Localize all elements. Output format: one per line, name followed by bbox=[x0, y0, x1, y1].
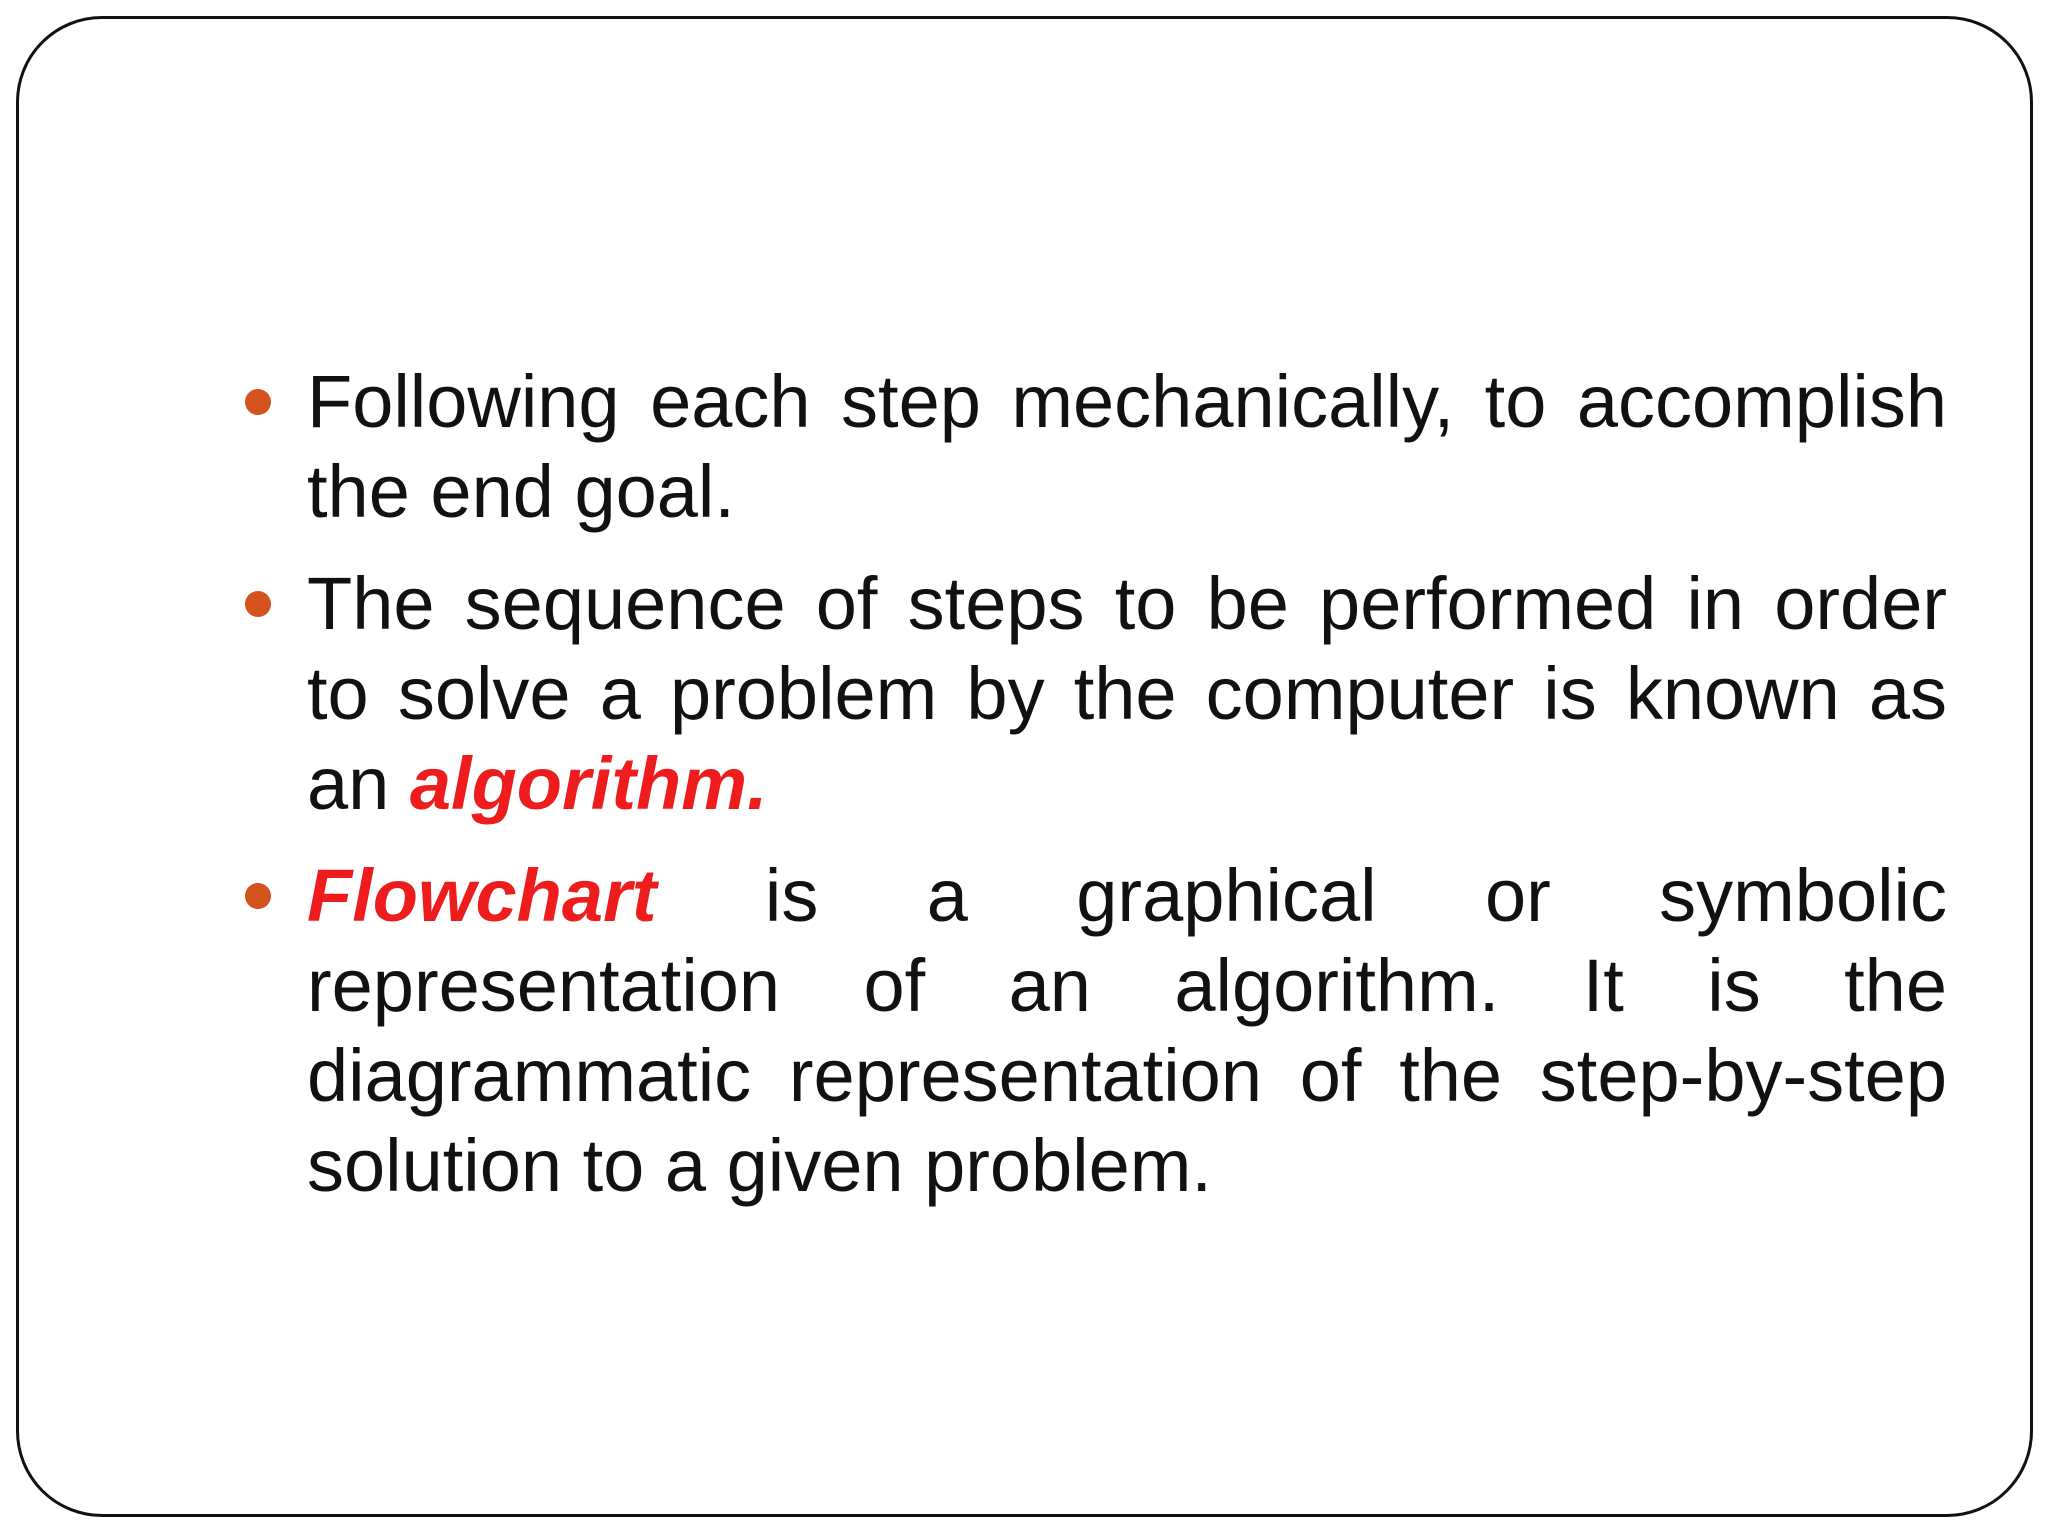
emphasis-flowchart: Flowchart bbox=[307, 854, 657, 937]
emphasis-algorithm: algorithm. bbox=[409, 742, 768, 825]
bullet-dot-icon bbox=[245, 591, 271, 617]
bullet-list bbox=[307, 357, 1947, 1233]
bullet-text: The sequence of steps to be performed in order to solve a problem by the computer is known as an bbox=[307, 562, 1947, 825]
slide-frame bbox=[16, 16, 2033, 1517]
bullet-text: Following each step mechanically, to accomplish the end goal. bbox=[307, 360, 1947, 533]
bullet-dot-icon bbox=[245, 883, 271, 909]
bullet-item bbox=[307, 851, 1947, 1211]
bullet-item bbox=[307, 357, 1947, 537]
bullet-text: is a graphical or symbolic representation of an algorithm. It is the diagrammatic representation of the step-by-step solution to a given problem. bbox=[307, 854, 1947, 1207]
bullet-item bbox=[307, 559, 1947, 829]
bullet-dot-icon bbox=[245, 389, 271, 415]
